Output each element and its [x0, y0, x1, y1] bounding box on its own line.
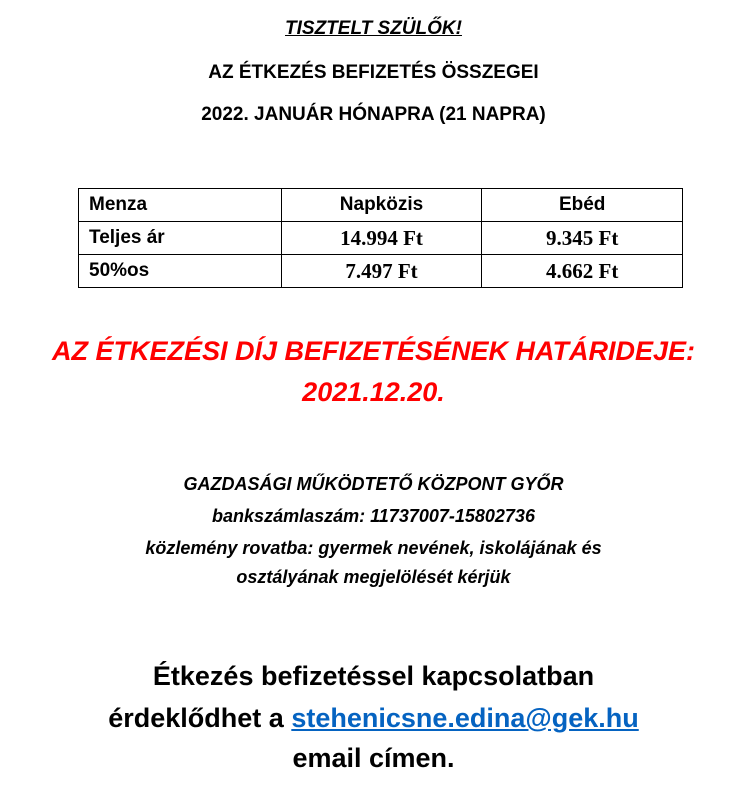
column-header-menza: Menza	[79, 189, 282, 222]
row-label: 50%os	[79, 255, 282, 288]
bank-note-line1: közlemény rovatba: gyermek nevének, iskolájának és	[145, 538, 602, 558]
column-header-napkozis: Napközis	[281, 189, 482, 222]
title-heading: AZ ÉTKEZÉS BEFIZETÉS ÖSSZEGEI	[208, 62, 539, 83]
bank-note-line2: osztályának megjelölését kérjük	[236, 567, 511, 587]
contact-line3: email címen.	[292, 743, 455, 773]
bank-organization: GAZDASÁGI MŰKÖDTETŐ KÖZPONT GYŐR	[183, 474, 564, 494]
contact-line2	[0, 703, 747, 734]
row-label: Teljes ár	[79, 222, 282, 255]
greeting-heading: TISZTELT SZÜLŐK!	[285, 18, 462, 39]
napkozis-price: 14.994 Ft	[281, 222, 482, 255]
napkozis-price: 7.497 Ft	[281, 255, 482, 288]
contact-prefix: érdeklődhet a	[108, 703, 292, 733]
deadline-date: 2021.12.20.	[302, 377, 445, 407]
period-heading: 2022. JANUÁR HÓNAPRA (21 NAPRA)	[201, 104, 546, 125]
deadline-title: AZ ÉTKEZÉSI DÍJ BEFIZETÉSÉNEK HATÁRIDEJE:	[51, 336, 696, 366]
table-row	[79, 222, 683, 255]
ebed-price: 4.662 Ft	[482, 255, 683, 288]
table-header-row	[79, 189, 683, 222]
table-row	[79, 255, 683, 288]
email-link[interactable]: stehenicsne.edina@gek.hu	[291, 703, 639, 733]
column-header-ebed: Ebéd	[482, 189, 683, 222]
bank-account-number: bankszámlaszám: 11737007-15802736	[212, 506, 535, 526]
ebed-price: 9.345 Ft	[482, 222, 683, 255]
contact-line1: Étkezés befizetéssel kapcsolatban	[152, 661, 595, 691]
price-table	[78, 188, 683, 288]
